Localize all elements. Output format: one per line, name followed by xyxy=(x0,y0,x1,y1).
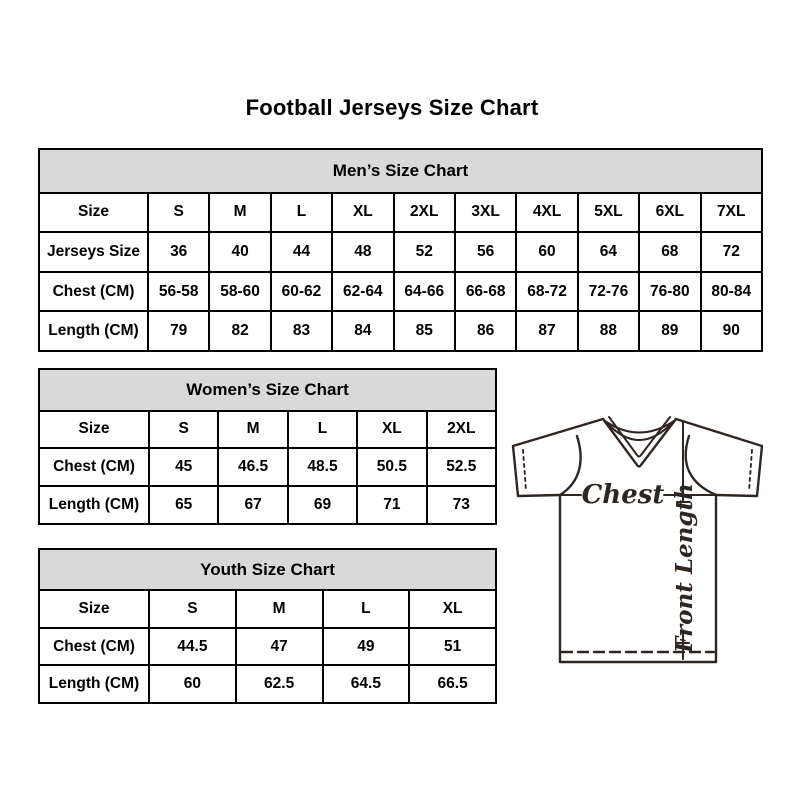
table-cell: 64-66 xyxy=(394,272,455,312)
men-table-header: Men’s Size Chart xyxy=(39,149,762,193)
table-cell: 56 xyxy=(455,232,516,272)
table-cell: M xyxy=(209,193,270,233)
row-label: Size xyxy=(39,411,149,449)
table-cell: 88 xyxy=(578,311,639,351)
table-cell: 51 xyxy=(409,628,496,666)
table-cell: 62.5 xyxy=(236,665,323,703)
table-cell: 52 xyxy=(394,232,455,272)
table-row xyxy=(39,272,762,312)
table-row xyxy=(39,193,762,233)
table-cell: XL xyxy=(332,193,393,233)
mens-size-chart-table xyxy=(38,148,763,352)
jersey-vneck-inner xyxy=(609,417,670,457)
table-cell: 85 xyxy=(394,311,455,351)
table-cell: 72 xyxy=(701,232,762,272)
table-cell: 66.5 xyxy=(409,665,496,703)
table-cell: 68-72 xyxy=(516,272,577,312)
table-cell: L xyxy=(271,193,332,233)
row-label: Size xyxy=(39,193,148,233)
table-cell: S xyxy=(148,193,209,233)
table-cell: 4XL xyxy=(516,193,577,233)
womens-size-chart-table xyxy=(38,368,497,525)
table-cell: 76-80 xyxy=(639,272,700,312)
row-label: Chest (CM) xyxy=(39,272,148,312)
table-cell: M xyxy=(218,411,287,449)
table-cell: 86 xyxy=(455,311,516,351)
table-cell: L xyxy=(323,590,410,628)
table-cell: 66-68 xyxy=(455,272,516,312)
table-cell: 5XL xyxy=(578,193,639,233)
table-cell: M xyxy=(236,590,323,628)
table-cell: L xyxy=(288,411,357,449)
table-cell: 48.5 xyxy=(288,448,357,486)
row-label: Length (CM) xyxy=(39,665,149,703)
jersey-right-sleeve-hem-dashes xyxy=(749,450,752,491)
table-cell: S xyxy=(149,411,218,449)
table-cell: 60 xyxy=(516,232,577,272)
table-cell: 45 xyxy=(149,448,218,486)
table-cell: 48 xyxy=(332,232,393,272)
jersey-left-armhole-seam xyxy=(560,436,581,495)
jersey-left-sleeve-hem-dashes xyxy=(523,450,526,491)
front-length-measure-label: Front Length xyxy=(671,483,698,653)
table-cell: 67 xyxy=(218,486,287,524)
table-cell: 36 xyxy=(148,232,209,272)
table-cell: 50.5 xyxy=(357,448,426,486)
table-cell: 62-64 xyxy=(332,272,393,312)
table-cell: 44.5 xyxy=(149,628,236,666)
table-cell: 52.5 xyxy=(427,448,496,486)
table-row xyxy=(39,411,496,449)
jersey-measurement-diagram xyxy=(493,400,773,690)
table-cell: 83 xyxy=(271,311,332,351)
table-cell: 60-62 xyxy=(271,272,332,312)
row-label: Chest (CM) xyxy=(39,628,149,666)
table-cell: 65 xyxy=(149,486,218,524)
row-label: Chest (CM) xyxy=(39,448,149,486)
table-cell: 49 xyxy=(323,628,410,666)
table-cell: XL xyxy=(409,590,496,628)
table-cell: 89 xyxy=(639,311,700,351)
table-row xyxy=(39,486,496,524)
table-cell: XL xyxy=(357,411,426,449)
table-cell: 64 xyxy=(578,232,639,272)
youth-table-header: Youth Size Chart xyxy=(39,549,496,590)
table-cell: 3XL xyxy=(455,193,516,233)
table-cell: S xyxy=(149,590,236,628)
table-cell: 87 xyxy=(516,311,577,351)
women-header-row xyxy=(39,369,496,411)
table-cell: 58-60 xyxy=(209,272,270,312)
table-cell: 90 xyxy=(701,311,762,351)
row-label: Length (CM) xyxy=(39,486,149,524)
table-row xyxy=(39,590,496,628)
table-cell: 84 xyxy=(332,311,393,351)
women-table-header: Women’s Size Chart xyxy=(39,369,496,411)
youth-size-chart-table xyxy=(38,548,497,704)
table-cell: 46.5 xyxy=(218,448,287,486)
table-cell: 56-58 xyxy=(148,272,209,312)
chest-measure-label: Chest xyxy=(581,480,665,510)
table-row xyxy=(39,232,762,272)
table-cell: 80-84 xyxy=(701,272,762,312)
table-cell: 40 xyxy=(209,232,270,272)
youth-table xyxy=(38,548,497,704)
table-cell: 72-76 xyxy=(578,272,639,312)
table-row xyxy=(39,665,496,703)
table-cell: 69 xyxy=(288,486,357,524)
table-cell: 79 xyxy=(148,311,209,351)
women-table xyxy=(38,368,497,525)
table-cell: 60 xyxy=(149,665,236,703)
table-row xyxy=(39,628,496,666)
table-cell: 68 xyxy=(639,232,700,272)
table-cell: 71 xyxy=(357,486,426,524)
row-label: Length (CM) xyxy=(39,311,148,351)
table-cell: 73 xyxy=(427,486,496,524)
table-cell: 64.5 xyxy=(323,665,410,703)
table-cell: 47 xyxy=(236,628,323,666)
table-row xyxy=(39,448,496,486)
row-label: Jerseys Size xyxy=(39,232,148,272)
table-cell: 7XL xyxy=(701,193,762,233)
table-cell: 6XL xyxy=(639,193,700,233)
table-cell: 44 xyxy=(271,232,332,272)
row-label: Size xyxy=(39,590,149,628)
men-table xyxy=(38,148,763,352)
youth-header-row xyxy=(39,549,496,590)
table-cell: 2XL xyxy=(427,411,496,449)
page-title: Football Jerseys Size Chart xyxy=(245,95,539,120)
men-header-row xyxy=(39,149,762,193)
table-cell: 82 xyxy=(209,311,270,351)
table-cell: 2XL xyxy=(394,193,455,233)
table-row xyxy=(39,311,762,351)
